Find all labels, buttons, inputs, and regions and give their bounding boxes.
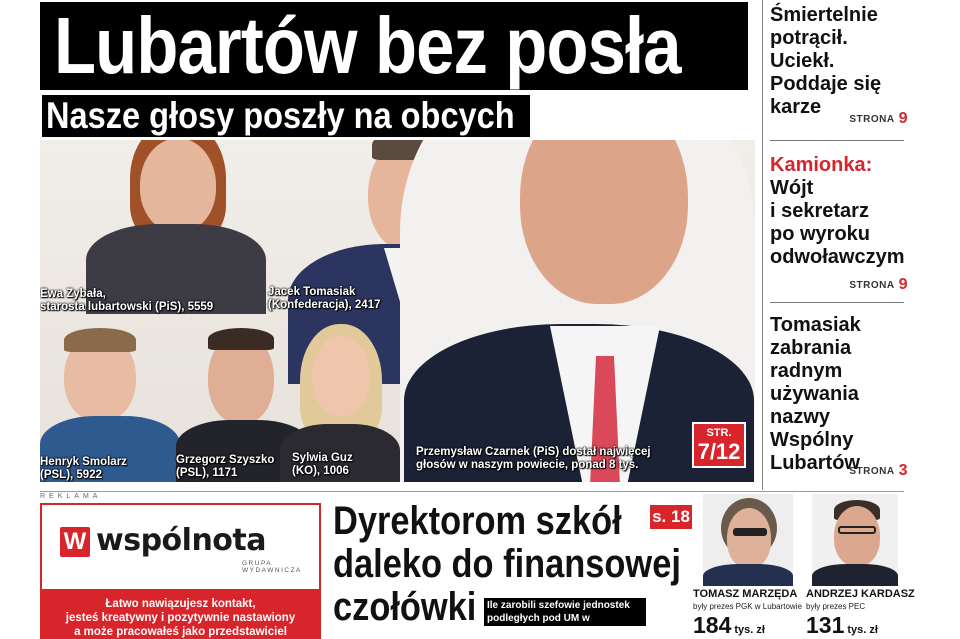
subheadline: Nasze głosy poszły na obcych [42, 95, 530, 137]
wspolnota-logo-subtitle: GRUPA WYDAWNICZA [242, 560, 302, 574]
teaser-page-ref: STRONA 9 [849, 276, 908, 293]
photo-tomasz-marzeda [703, 494, 793, 586]
story-page-badge: s. 18 [650, 505, 692, 529]
profile-tomasz-marzeda: TOMASZ MARZĘDA były prezes PGK w Lubartowie 184 tys. zł [693, 494, 805, 639]
wspolnota-logo-text: wspólnota [96, 523, 266, 558]
story-question-box: Ile zarobili szefowie jednostek podległych pod UM w Lubartowie? [484, 598, 646, 626]
ad-recruitment-text: Łatwo nawiązujesz kontakt, jesteś kreatywny i pozytywnie nastawiony a może pracowałeś jako przedstawiciel [42, 589, 319, 639]
story-headline-dyrektorzy[interactable]: Dyrektorom szkół daleko do finansowej czołówki [333, 499, 681, 629]
wspolnota-logo-icon: W [60, 527, 90, 557]
caption-jacek-tomasiak: Jacek Tomasiak (Konfederacja), 2417 [268, 286, 381, 311]
teaser-page-ref: STRONA 3 [849, 462, 908, 479]
candidates-photo-collage [40, 140, 755, 482]
caption-przemyslaw-czarnek: Przemysław Czarnek (PiS) dostał najwięcej głosów w naszym powiecie, ponad 8 tys. [416, 446, 651, 471]
caption-grzegorz-szyszko: Grzegorz Szyszko (PSL), 1171 [176, 454, 275, 479]
photo-andrzej-kardasz [812, 494, 898, 586]
sidebar-teasers [764, 0, 908, 482]
wspolnota-advertisement[interactable] [40, 503, 321, 639]
teaser-kamionka[interactable]: Kamionka: Wójt i sekretarz po wyroku odwoławczym STRONA 9 [770, 154, 908, 293]
section-divider [40, 491, 904, 492]
main-headline: Lubartów bez posła [40, 2, 748, 90]
teaser-tomasiak-zabrania[interactable]: Tomasiak zabrania radnym używania nazwy Wspólny Lubartów STRONA 3 [770, 314, 908, 479]
photo-ewa-zybala [80, 140, 270, 300]
caption-henryk-smolarz: Henryk Smolarz (PSL), 5922 [40, 456, 127, 481]
sidebar-separator [770, 140, 904, 141]
advertisement-label: REKLAMA [40, 493, 102, 500]
teaser-page-ref: STRONA 9 [849, 110, 908, 127]
sidebar-separator [770, 302, 904, 303]
sidebar-divider [762, 0, 763, 490]
caption-sylwia-guz: Sylwia Guz (KO), 1006 [292, 452, 353, 477]
caption-ewa-zybala: Ewa Zybała, starosta lubartowski (PiS), 5559 [40, 288, 214, 313]
page-reference-badge: STR. 7/12 [692, 422, 746, 468]
profile-andrzej-kardasz: ANDRZEJ KARDASZ były prezes PEC 131 tys. zł [806, 494, 906, 639]
teaser-smiertelnie-potracil[interactable]: Śmiertelnie potrącił. Uciekł. Poddaje się karze STRONA 9 [770, 4, 908, 127]
